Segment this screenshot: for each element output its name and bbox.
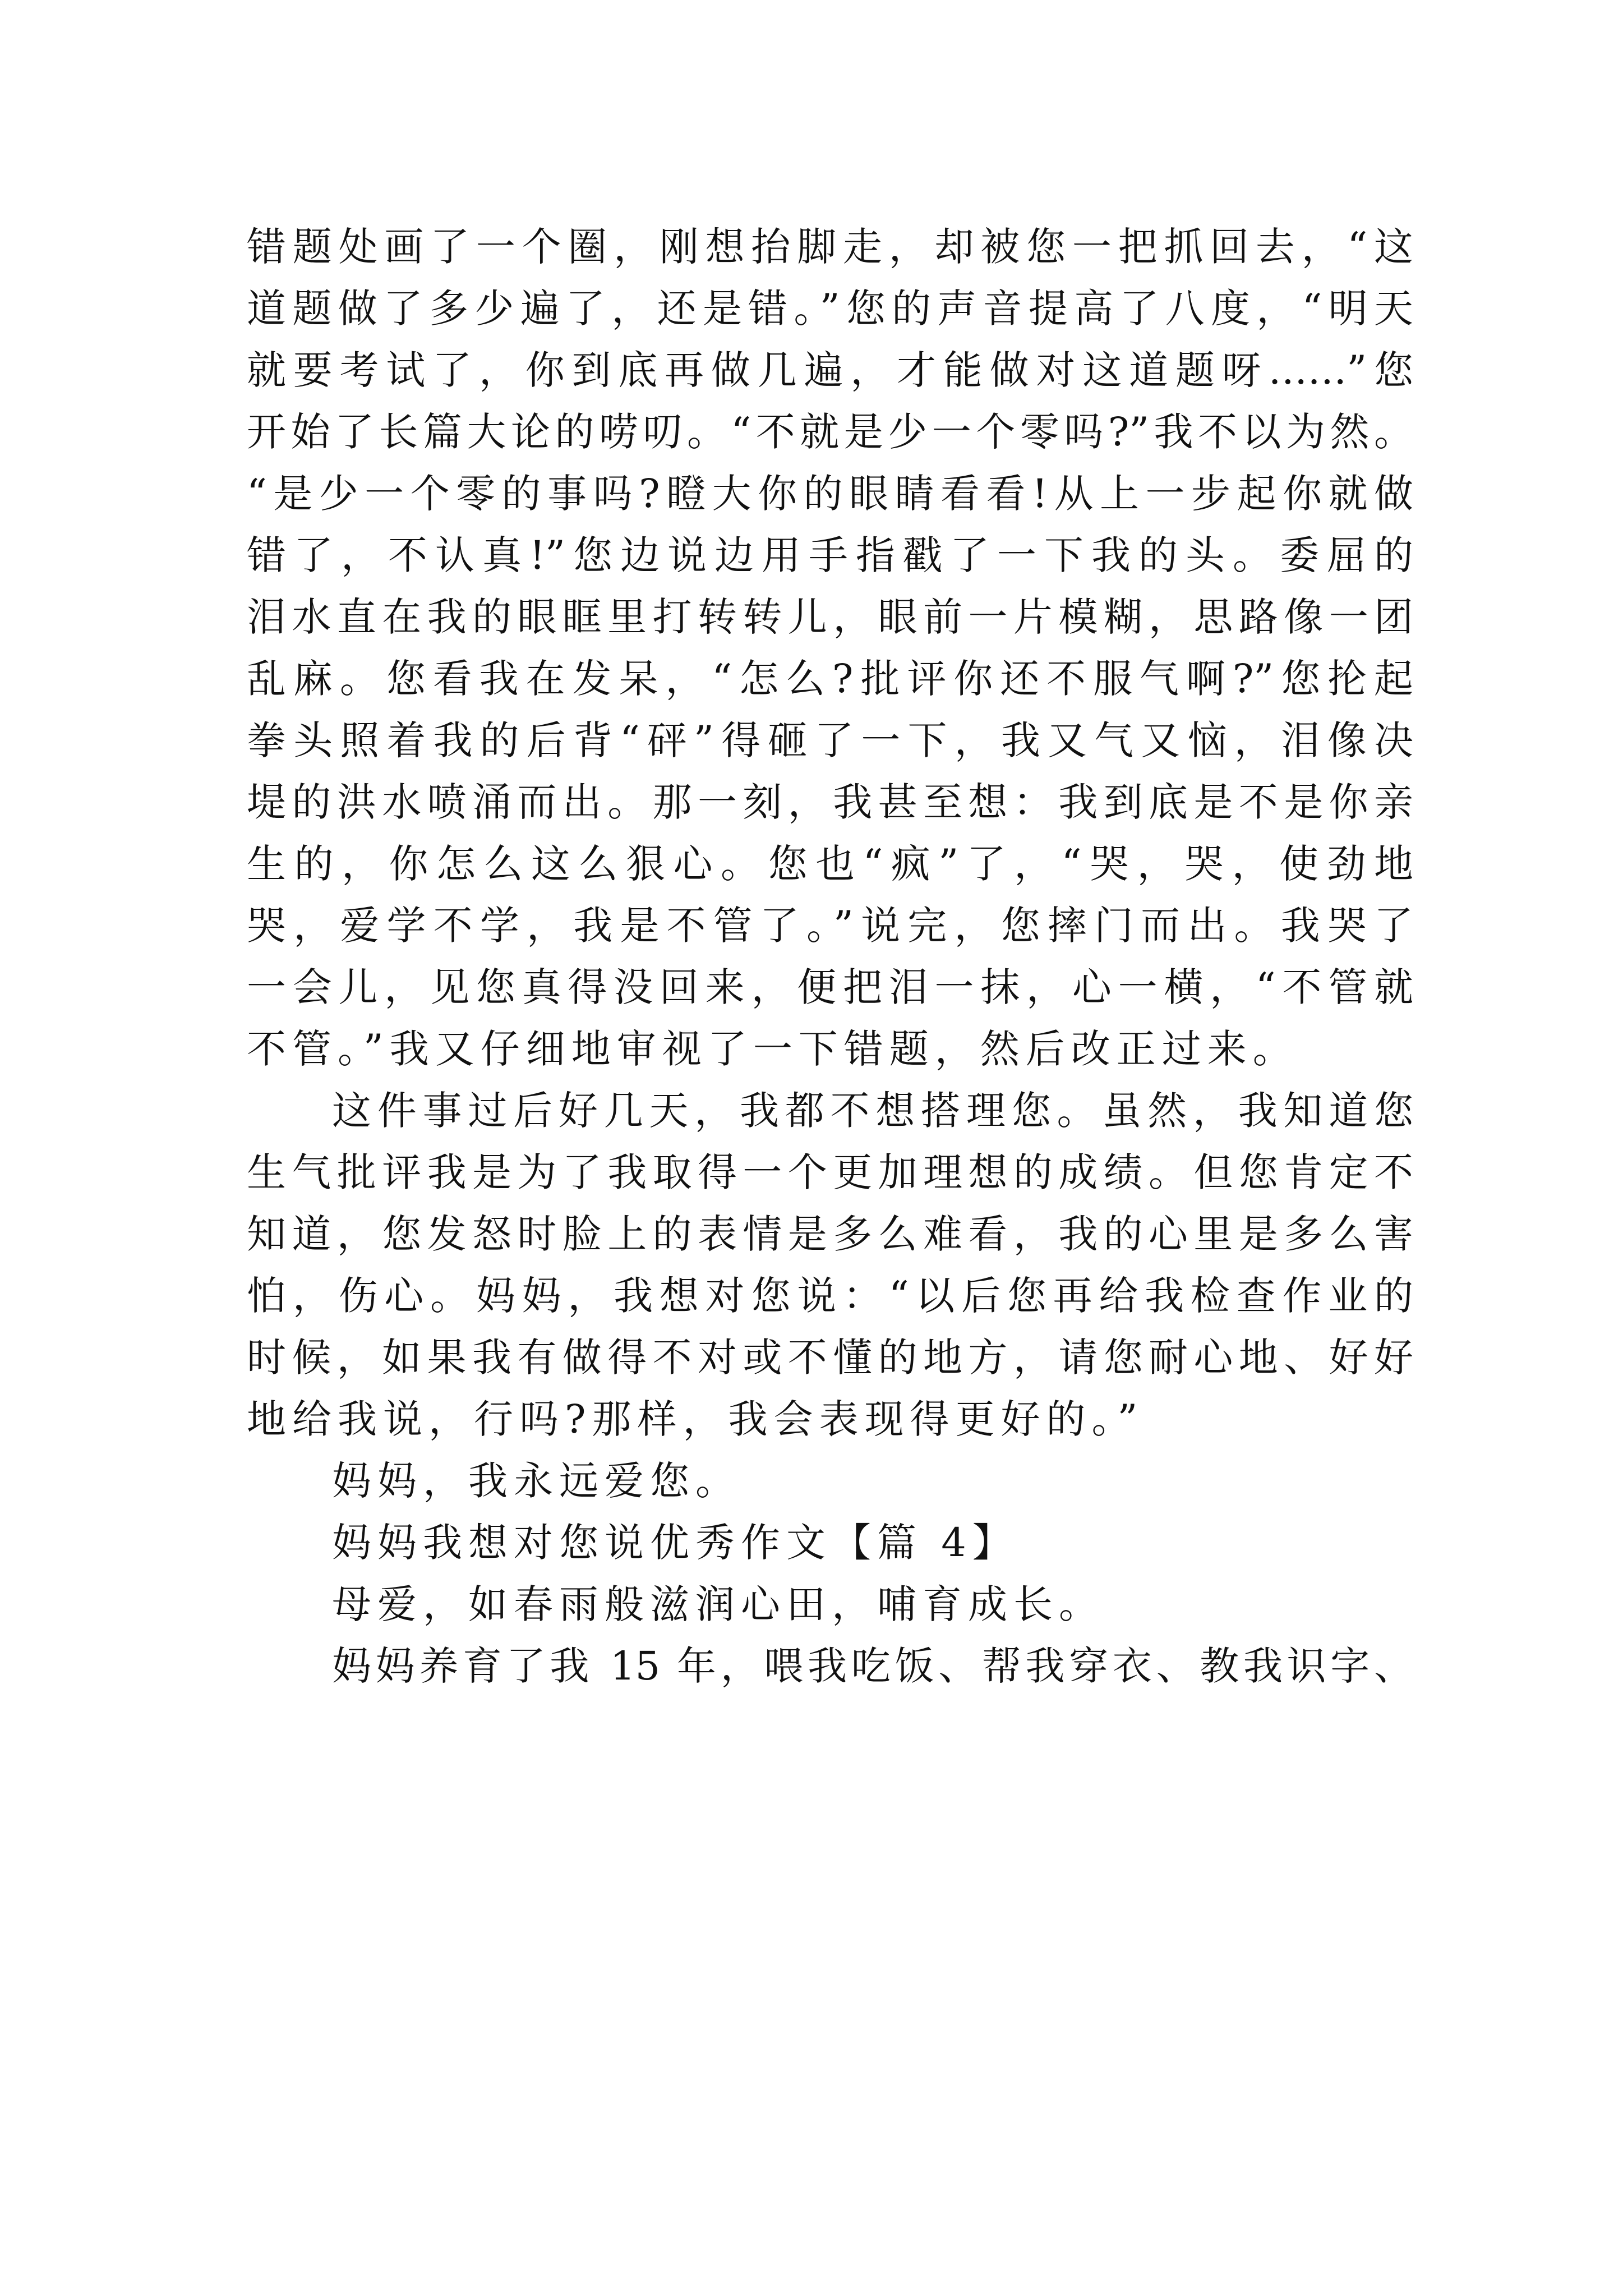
paragraph-first-line: 妈妈养育了我 15 年，喂我吃饭、帮我穿衣、教我识字、 xyxy=(332,1643,1413,1689)
paragraph-first-line: 母爱，如春雨般滋润心田，哺育成长。 xyxy=(332,1581,1104,1627)
paragraph-first-line: 妈妈，我永远爱您。 xyxy=(332,1458,741,1504)
text-line: 错了，不认真!”您边说边用手指戳了一下我的头。委屈的 xyxy=(247,532,1413,578)
text-line: 开始了长篇大论的唠叨。“不就是少一个零吗?”我不以为然。 xyxy=(247,409,1413,455)
text-line: 乱麻。您看我在发呆，“怎么?批评你还不服气啊?”您抡起 xyxy=(247,656,1413,702)
text-line: 错题处画了一个圈，刚想抬脚走，却被您一把抓回去，“这 xyxy=(247,224,1413,270)
text-line: 就要考试了，你到底再做几遍，才能做对这道题呀……”您 xyxy=(247,347,1413,393)
text-line: 拳头照着我的后背“砰”得砸了一下，我又气又恼，泪像决 xyxy=(247,717,1413,763)
text-line: 道题做了多少遍了，还是错。”您的声音提高了八度，“明天 xyxy=(247,286,1413,332)
text-line: 知道，您发怒时脸上的表情是多么难看，我的心里是多么害 xyxy=(247,1211,1413,1257)
text-line: 生的，你怎么这么狠心。您也“疯”了，“哭，哭，使劲地 xyxy=(247,841,1413,887)
text-line: 堤的洪水喷涌而出。那一刻，我甚至想：我到底是不是你亲 xyxy=(247,779,1413,825)
text-line: 一会儿，见您真得没回来，便把泪一抹，心一横，“不管就 xyxy=(247,964,1413,1010)
text-line: 不管。”我又仔细地审视了一下错题，然后改正过来。 xyxy=(247,1026,1298,1072)
text-line: 地给我说，行吗?那样，我会表现得更好的。” xyxy=(247,1396,1144,1442)
text-line: 哭，爱学不学，我是不管了。”说完，您摔门而出。我哭了 xyxy=(247,903,1413,949)
text-line: 生气批评我是为了我取得一个更加理想的成绩。但您肯定不 xyxy=(247,1149,1413,1195)
paragraph-first-line: 妈妈我想对您说优秀作文【篇 4】 xyxy=(332,1520,1018,1566)
paragraph-first-line: 这件事过后好几天，我都不想搭理您。虽然，我知道您 xyxy=(332,1088,1413,1134)
text-line: 怕，伤心。妈妈，我想对您说：“以后您再给我检查作业的 xyxy=(247,1273,1413,1319)
text-line: 时候，如果我有做得不对或不懂的地方，请您耐心地、好好 xyxy=(247,1335,1413,1381)
text-line: 泪水直在我的眼眶里打转转儿，眼前一片模糊，思路像一团 xyxy=(247,594,1413,640)
text-line: “是少一个零的事吗?瞪大你的眼睛看看!从上一步起你就做 xyxy=(247,471,1413,517)
essay-body xyxy=(247,218,1413,1699)
